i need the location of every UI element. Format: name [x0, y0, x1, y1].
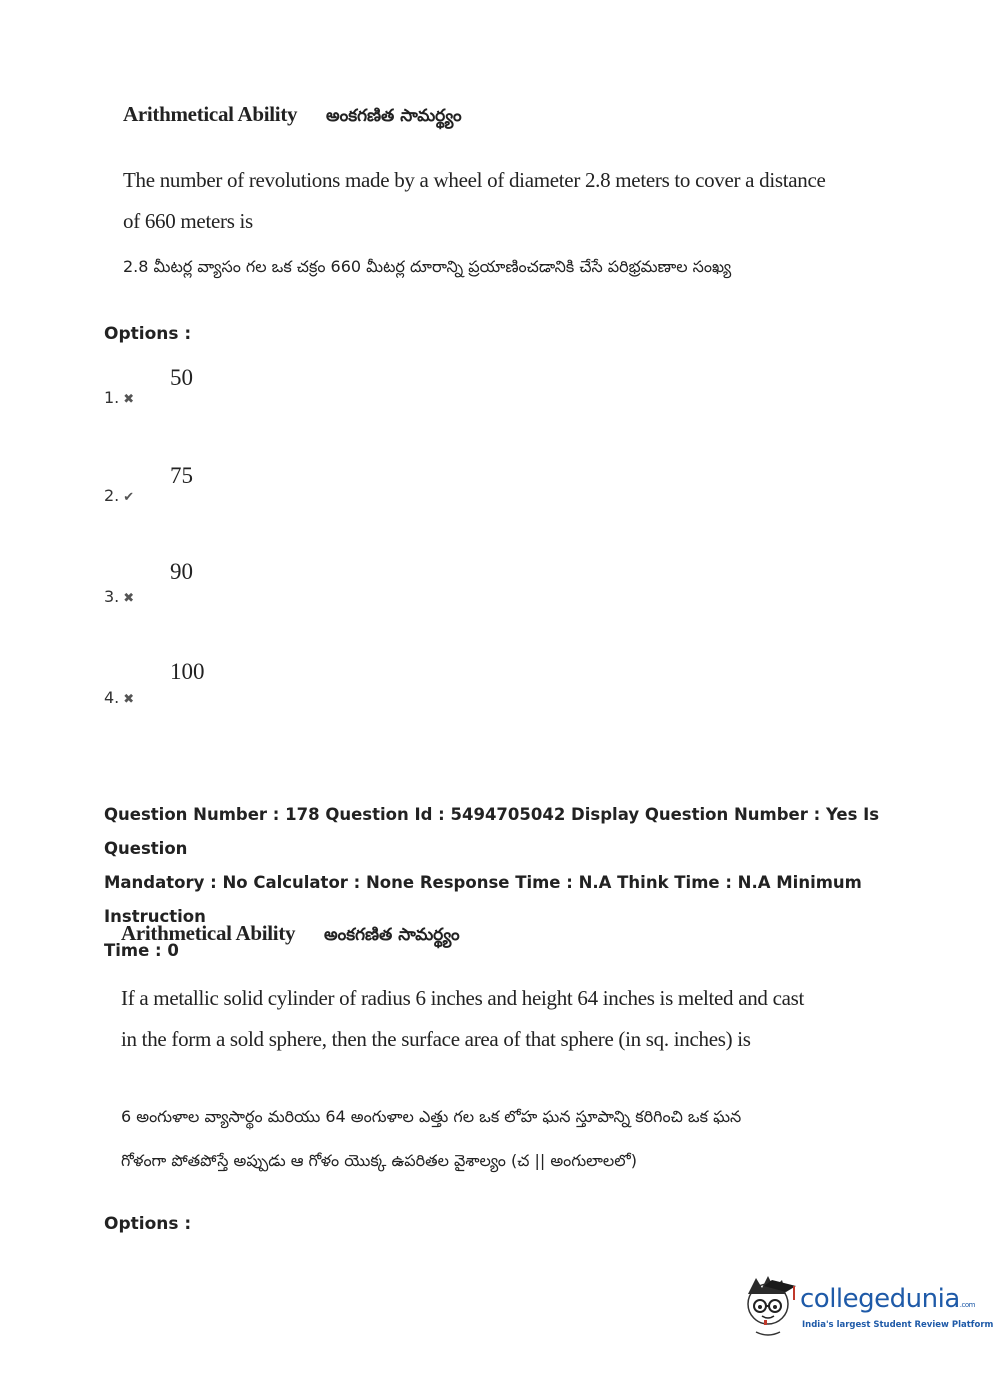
- collegedunia-logo: [742, 1272, 994, 1342]
- q2-meta-line1: Question Number : 178 Question Id : 5494705042 Display Question Number : Yes Is Question: [104, 805, 880, 858]
- check-icon: ✔: [123, 489, 135, 504]
- q1-text-line1: The number of revolutions made by a wheel of diameter 2.8 meters to cover a distance: [123, 168, 826, 192]
- cross-icon: ✖: [123, 391, 135, 406]
- q2-meta-line2: Mandatory : No Calculator : None Response Time : N.A Think Time : N.A Minimum Instruction: [104, 873, 862, 926]
- cross-icon: ✖: [123, 590, 135, 605]
- q1-subject-en: Arithmetical Ability: [123, 102, 298, 126]
- q1-option-4: [104, 688, 134, 708]
- option-number: 2.: [104, 486, 120, 505]
- q1-option-2: [104, 486, 134, 506]
- logo-tagline: India's largest Student Review Platform: [802, 1320, 994, 1330]
- mascot-icon: [742, 1272, 800, 1342]
- q1-option-2-value: 75: [170, 463, 193, 488]
- q1-option-3-value: 90: [170, 559, 193, 584]
- q1-text-te: 2.8 మీటర్ల వ్యాసం గల ఒక చక్రం 660 మీటర్ల దూరాన్ని ప్రయాణించడానికి చేసే పరిభ్రమణాల సంఖ్య: [123, 257, 732, 276]
- q2-text-te-line1: 6 అంగుళాల వ్యాసార్థం మరియు 64 అంగుళాల ఎత్తు గల ఒక లోహ ఘన స్తూపాన్ని కరిగించి ఒక ఘన: [121, 1107, 742, 1126]
- q2-text-line1: If a metallic solid cylinder of radius 6 inches and height 64 inches is melted and cast: [121, 986, 805, 1010]
- q2-text-line2: in the form a sold sphere, then the surface area of that sphere (in sq. inches) is: [121, 1027, 751, 1051]
- q1-option-4-value: 100: [170, 659, 205, 684]
- q1-option-1-value: 50: [170, 365, 193, 390]
- q1-option-1: [104, 388, 134, 408]
- q2-meta-line3: Time : 0: [104, 941, 179, 960]
- q2-text-te-line2: గోళంగా పోతపోస్తే అప్పుడు ఆ గోళం యొక్క ఉపరితల వైశాల్యం (చ || అంగులాలలో): [121, 1151, 637, 1170]
- q1-option-3: [104, 587, 134, 607]
- q1-subject-te: అంకగణిత సామర్థ్యం: [326, 106, 462, 126]
- option-number: 3.: [104, 587, 120, 606]
- q2-subject-en: Arithmetical Ability: [121, 921, 296, 945]
- q1-text-line2: of 660 meters is: [123, 209, 253, 233]
- q2-options-label: Options :: [104, 1214, 192, 1234]
- logo-name: collegedunia: [800, 1284, 960, 1314]
- q1-options-label: Options :: [104, 324, 192, 344]
- q2-subject-te: అంకగణిత సామర్థ్యం: [324, 925, 460, 945]
- option-number: 1.: [104, 388, 120, 407]
- option-number: 4.: [104, 688, 120, 707]
- logo-com: .com: [959, 1301, 975, 1309]
- cross-icon: ✖: [123, 691, 135, 706]
